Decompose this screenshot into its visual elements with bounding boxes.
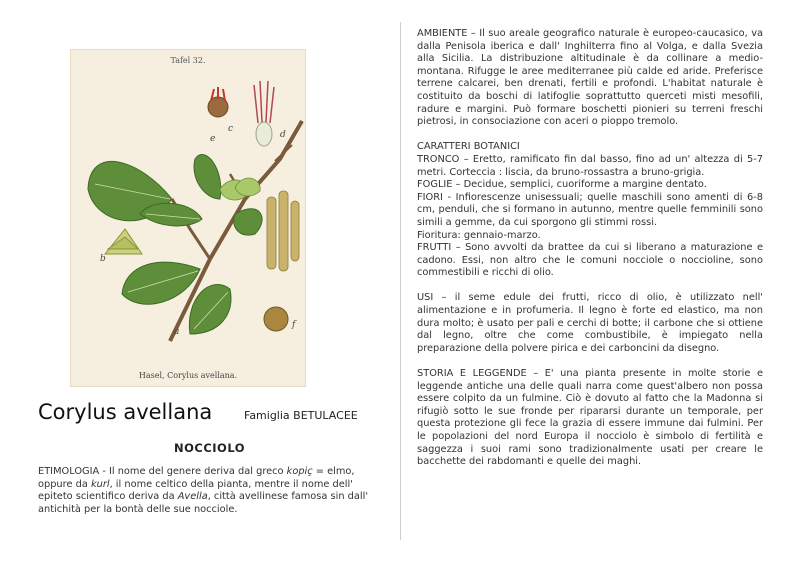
usi-paragraph: USI – il seme edule dei frutti, ricco di olio, è utilizzato nell' alimentazione e in profumeria. Il legno è forte ed elastico, ma non dura molto; è usato per pali e cerchi di botte; il carbone che si ottiene dal legno, oltre che come combustibile, è impiegato nella preparazione della polvere pirica e dei carboncini da disegno. bbox=[417, 292, 763, 354]
etymology-text-4: , città avellinese famosa sin dall' antichità per la bontà delle sue nocciole. bbox=[38, 491, 369, 515]
svg-text:e: e bbox=[210, 134, 216, 144]
botanical-plate bbox=[70, 49, 306, 387]
svg-text:c: c bbox=[228, 124, 234, 134]
etymology-text-3: , il nome celtico della pianta, mentre il nome dell' epiteto scientifico deriva da bbox=[38, 478, 353, 503]
storia-paragraph: STORIA E LEGGENDE – E' una pianta presente in molte storie e leggende antiche una delle quali narra come quest'albero non possa essere colpito da un fulmine. Ciò è dovuto al fatto che la Madonna si rifugiò sotto le sue fronde per ripararsi durante un temporale, per questa protezione gli fece la grazia di essere immune dai fulmini. Per le popolazioni del nord Europa il nocciolo è simbolo di fertilità e saggezza i suoi rami sono tradizionalmente usati per creare le bacchette dei rabdomanti e quelle dei maghi. bbox=[417, 368, 763, 468]
etymology-text-1: ETIMOLOGIA - Il nome del genere deriva dal greco bbox=[38, 466, 287, 477]
plate-header: Tafel 32. bbox=[170, 56, 206, 65]
hazel-illustration bbox=[70, 49, 306, 387]
etymology-avella: Avella bbox=[177, 491, 208, 503]
ambiente-paragraph: AMBIENTE – Il suo areale geografico naturale è europeo-caucasico, va dalla Penisola iberica e dall' Inghilterra fino al Volga, e dalla Svezia alla Sicilia. La distribuzione altitudinale è da collinare a medio-montana. Rifugge le aree mediterranee più calde ed aride. Preferisce terrene calcarei, ben drenati, fertili e profondi. L'habitat naturale è costituito da boschi di latifoglie soprattutto querceti misti mesofili, radure e margini. Può formare boschetti pionieri su terreni freschi pietrosi, in consociazione con aceri o pioppo tremolo. bbox=[417, 28, 763, 128]
right-column bbox=[417, 28, 763, 481]
species-name: Corylus avellana bbox=[38, 400, 213, 424]
column-divider bbox=[400, 22, 401, 540]
family-name: Famiglia BETULACEE bbox=[244, 409, 358, 422]
common-name: NOCCIOLO bbox=[173, 441, 246, 455]
caratteri-section bbox=[417, 141, 763, 280]
svg-text:b: b bbox=[100, 254, 106, 264]
etymology-text-2: = elmo, oppure da bbox=[38, 466, 355, 490]
etymology-greek-word: kopiç bbox=[286, 466, 313, 477]
fioritura-text: Fioritura: gennaio-marzo. bbox=[417, 229, 541, 241]
caratteri-title: CARATTERI BOTANICI bbox=[417, 141, 520, 153]
svg-text:d: d bbox=[280, 130, 286, 140]
foglie-text: FOGLIE – Decidue, semplici, cuoriforme a margine dentato. bbox=[417, 179, 707, 191]
tronco-text: TRONCO – Eretto, ramificato fin dal basso, fino ad un' altezza di 5-7 metri. Corteccia : liscia, da bruno-rossastra a bruno-grigia. bbox=[417, 153, 763, 178]
etymology-paragraph bbox=[38, 466, 388, 516]
fiori-text: FIORI - Infiorescenze unisessuali; quelle maschili sono amenti di 6-8 cm, penduli, che si formano in autunno, mentre quelle femminili sono simili a gemme, da cui sporgono gli stimmi rossi. bbox=[417, 191, 763, 228]
frutti-text: FRUTTI – Sono avvolti da brattee da cui si liberano a maturazione e cadono. Essi, non altro che le comuni nocciole o noccioline, sono commestibili e ricchi di olio. bbox=[417, 242, 763, 279]
svg-text:f: f bbox=[292, 320, 296, 330]
plate-caption: Hasel, Corylus avellana. bbox=[138, 371, 238, 380]
etymology-kurl: kurl bbox=[90, 478, 110, 490]
svg-text:a: a bbox=[174, 327, 180, 337]
